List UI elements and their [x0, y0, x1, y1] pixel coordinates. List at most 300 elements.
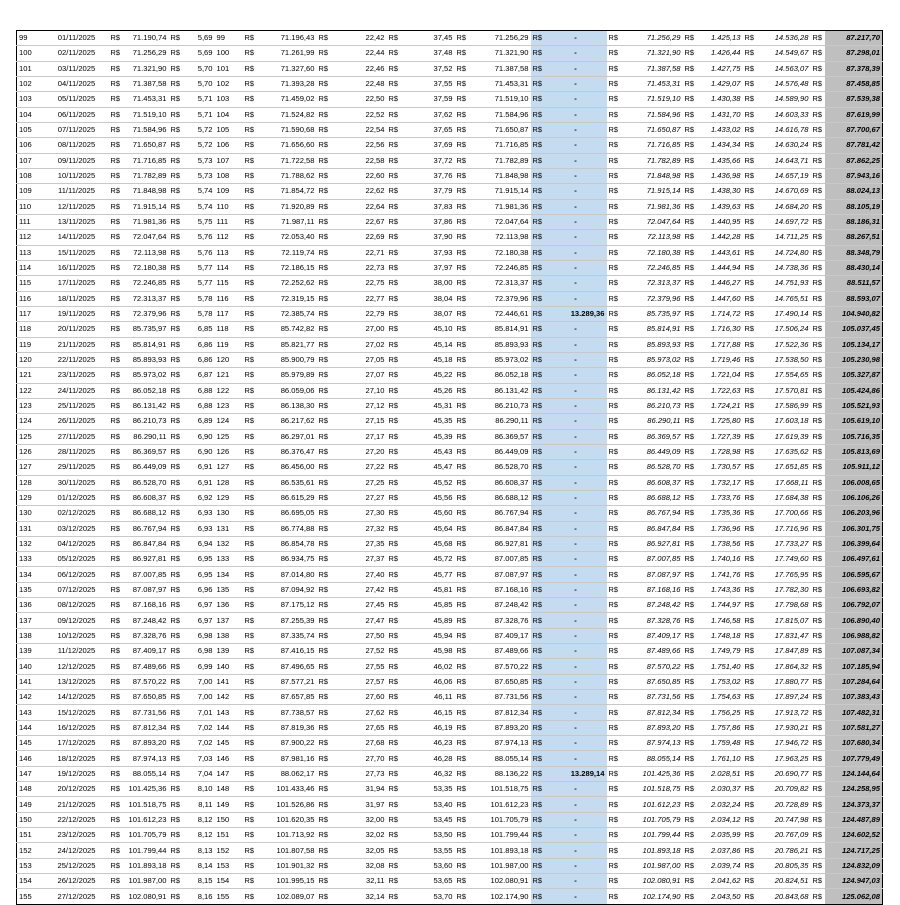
currency-cell: R$ — [169, 475, 183, 490]
gain-cell: 45,60 — [401, 506, 455, 521]
currency-cell: R$ — [169, 398, 183, 413]
currency-cell: R$ — [243, 61, 257, 76]
currency-cell: R$ — [607, 475, 621, 490]
accumulated-cell: 17.930,21 — [757, 720, 811, 735]
gain-cell: 53,55 — [401, 843, 455, 858]
currency-cell: R$ — [109, 398, 123, 413]
currency-cell: R$ — [607, 889, 621, 904]
gain-cell: 53,35 — [401, 782, 455, 797]
currency-cell: R$ — [455, 260, 469, 275]
gain-cell: 45,68 — [401, 536, 455, 551]
opening-balance-cell: 87.248,42 — [123, 613, 169, 628]
accumulated-cell: 17.733,27 — [757, 536, 811, 551]
date-cell: 03/11/2025 — [45, 61, 109, 76]
opening-balance-cell: 71.716,85 — [123, 153, 169, 168]
currency-cell: R$ — [243, 843, 257, 858]
date-cell: 08/11/2025 — [45, 138, 109, 153]
currency-cell: R$ — [531, 536, 545, 551]
daily-yield-cell: 7,02 — [183, 720, 215, 735]
total-cell: 87.943,16 — [825, 168, 883, 183]
row-number-repeat-cell: 117 — [215, 306, 243, 321]
fee-cell: 27,05 — [331, 352, 387, 367]
new-balance-cell: 102.174,90 — [621, 889, 683, 904]
balance-with-yield-cell: 85.979,89 — [257, 368, 317, 383]
total-cell: 87.298,01 — [825, 46, 883, 61]
currency-cell: R$ — [531, 214, 545, 229]
table-row — [17, 812, 883, 827]
currency-cell: R$ — [607, 184, 621, 199]
currency-cell: R$ — [387, 843, 401, 858]
gain-cell: 45,26 — [401, 383, 455, 398]
row-number-repeat-cell: 140 — [215, 659, 243, 674]
fee-cell: 27,22 — [331, 460, 387, 475]
currency-cell: R$ — [455, 506, 469, 521]
accumulated-cell: 17.668,11 — [757, 475, 811, 490]
row-number-cell: 126 — [17, 444, 45, 459]
currency-cell: R$ — [109, 322, 123, 337]
row-number-cell: 107 — [17, 153, 45, 168]
row-number-cell: 106 — [17, 138, 45, 153]
row-number-cell: 152 — [17, 843, 45, 858]
currency-cell: R$ — [607, 782, 621, 797]
opening-balance-cell: 87.570,22 — [123, 674, 169, 689]
currency-cell: R$ — [169, 214, 183, 229]
currency-cell: R$ — [607, 383, 621, 398]
currency-cell: R$ — [531, 613, 545, 628]
daily-yield-cell: 7,03 — [183, 751, 215, 766]
currency-cell: R$ — [455, 444, 469, 459]
total-cell: 124.717,25 — [825, 843, 883, 858]
row-number-repeat-cell: 116 — [215, 291, 243, 306]
opening-balance-cell: 87.409,17 — [123, 644, 169, 659]
currency-cell: R$ — [455, 843, 469, 858]
opening-balance-cell: 101.518,75 — [123, 797, 169, 812]
accumulated-cell: 14.657,19 — [757, 168, 811, 183]
currency-cell: R$ — [243, 812, 257, 827]
accumulated-cell: 14.630,24 — [757, 138, 811, 153]
opening-balance-cell: 86.767,94 — [123, 521, 169, 536]
currency-cell: R$ — [531, 306, 545, 321]
new-balance-cell: 71.848,98 — [621, 168, 683, 183]
currency-cell: R$ — [317, 567, 331, 582]
row-number-cell: 131 — [17, 521, 45, 536]
total-cell: 87.378,39 — [825, 61, 883, 76]
currency-cell: R$ — [531, 674, 545, 689]
currency-cell: R$ — [387, 460, 401, 475]
gain-cell: 37,79 — [401, 184, 455, 199]
total-cell: 88.511,57 — [825, 276, 883, 291]
currency-cell: R$ — [531, 828, 545, 843]
currency-cell: R$ — [683, 613, 697, 628]
currency-cell: R$ — [387, 168, 401, 183]
subtotal-cell: 71.782,89 — [469, 153, 531, 168]
row-number-cell: 132 — [17, 536, 45, 551]
accumulated-cell: 20.747,98 — [757, 812, 811, 827]
row-number-repeat-cell: 152 — [215, 843, 243, 858]
currency-cell: R$ — [109, 766, 123, 781]
subtotal-cell: 86.131,42 — [469, 383, 531, 398]
row-number-repeat-cell: 114 — [215, 260, 243, 275]
currency-cell: R$ — [109, 61, 123, 76]
currency-cell: R$ — [317, 276, 331, 291]
currency-cell: R$ — [455, 352, 469, 367]
percent-value-cell: 2.041,62 — [697, 874, 743, 889]
currency-cell: R$ — [607, 444, 621, 459]
daily-yield-cell: 7,04 — [183, 766, 215, 781]
total-cell: 106.792,07 — [825, 598, 883, 613]
currency-cell: R$ — [683, 751, 697, 766]
currency-cell: R$ — [109, 168, 123, 183]
gain-cell: 45,89 — [401, 613, 455, 628]
percent-value-cell: 1.717,88 — [697, 337, 743, 352]
row-number-repeat-cell: 147 — [215, 766, 243, 781]
subtotal-cell: 72.446,61 — [469, 306, 531, 321]
new-balance-cell: 86.290,11 — [621, 414, 683, 429]
new-balance-cell: 87.893,20 — [621, 720, 683, 735]
accumulated-cell: 17.782,30 — [757, 582, 811, 597]
currency-cell: R$ — [109, 506, 123, 521]
deposit-cell: - — [545, 582, 607, 597]
table-row — [17, 429, 883, 444]
subtotal-cell: 71.716,85 — [469, 138, 531, 153]
currency-cell: R$ — [317, 536, 331, 551]
currency-cell: R$ — [683, 521, 697, 536]
currency-cell: R$ — [743, 429, 757, 444]
deposit-cell: - — [545, 475, 607, 490]
gain-cell: 37,48 — [401, 46, 455, 61]
currency-cell: R$ — [743, 444, 757, 459]
balance-with-yield-cell: 87.175,12 — [257, 598, 317, 613]
daily-yield-cell: 8,12 — [183, 812, 215, 827]
currency-cell: R$ — [109, 751, 123, 766]
balance-with-yield-cell: 71.987,11 — [257, 214, 317, 229]
opening-balance-cell: 71.321,90 — [123, 61, 169, 76]
currency-cell: R$ — [243, 858, 257, 873]
table-row — [17, 322, 883, 337]
currency-cell: R$ — [109, 383, 123, 398]
accumulated-cell: 17.798,68 — [757, 598, 811, 613]
date-cell: 18/12/2025 — [45, 751, 109, 766]
accumulated-cell: 17.684,38 — [757, 490, 811, 505]
currency-cell: R$ — [317, 690, 331, 705]
currency-cell: R$ — [387, 337, 401, 352]
currency-cell: R$ — [317, 199, 331, 214]
currency-cell: R$ — [607, 352, 621, 367]
accumulated-cell: 14.563,07 — [757, 61, 811, 76]
currency-cell: R$ — [169, 705, 183, 720]
total-cell: 107.185,94 — [825, 659, 883, 674]
percent-value-cell: 1.446,27 — [697, 276, 743, 291]
date-cell: 11/11/2025 — [45, 184, 109, 199]
currency-cell: R$ — [743, 598, 757, 613]
new-balance-cell: 101.425,36 — [621, 766, 683, 781]
accumulated-cell: 17.506,24 — [757, 322, 811, 337]
currency-cell: R$ — [387, 736, 401, 751]
total-cell: 87.619,99 — [825, 107, 883, 122]
currency-cell: R$ — [531, 352, 545, 367]
gain-cell: 53,60 — [401, 858, 455, 873]
percent-value-cell: 1.434,34 — [697, 138, 743, 153]
currency-cell: R$ — [317, 506, 331, 521]
table-row — [17, 536, 883, 551]
fee-cell: 27,15 — [331, 414, 387, 429]
fee-cell: 27,65 — [331, 720, 387, 735]
date-cell: 17/12/2025 — [45, 736, 109, 751]
date-cell: 14/12/2025 — [45, 690, 109, 705]
subtotal-cell: 71.981,36 — [469, 199, 531, 214]
daily-yield-cell: 7,01 — [183, 705, 215, 720]
subtotal-cell: 87.168,16 — [469, 582, 531, 597]
currency-cell: R$ — [169, 674, 183, 689]
currency-cell: R$ — [243, 582, 257, 597]
currency-cell: R$ — [531, 291, 545, 306]
fee-cell: 22,56 — [331, 138, 387, 153]
balance-with-yield-cell: 86.138,30 — [257, 398, 317, 413]
gain-cell: 45,14 — [401, 337, 455, 352]
currency-cell: R$ — [607, 214, 621, 229]
currency-cell: R$ — [811, 245, 825, 260]
fee-cell: 22,46 — [331, 61, 387, 76]
deposit-cell: - — [545, 76, 607, 91]
gain-cell: 53,45 — [401, 812, 455, 827]
currency-cell: R$ — [811, 889, 825, 904]
accumulated-cell: 17.716,96 — [757, 521, 811, 536]
gain-cell: 37,83 — [401, 199, 455, 214]
currency-cell: R$ — [455, 383, 469, 398]
currency-cell: R$ — [455, 107, 469, 122]
currency-cell: R$ — [317, 736, 331, 751]
fee-cell: 22,42 — [331, 31, 387, 46]
daily-yield-cell: 6,97 — [183, 598, 215, 613]
percent-value-cell: 2.035,99 — [697, 828, 743, 843]
currency-cell: R$ — [387, 322, 401, 337]
balance-with-yield-cell: 72.053,40 — [257, 230, 317, 245]
balance-with-yield-cell: 101.995,15 — [257, 874, 317, 889]
currency-cell: R$ — [683, 168, 697, 183]
deposit-cell: - — [545, 736, 607, 751]
currency-cell: R$ — [169, 352, 183, 367]
subtotal-cell: 87.328,76 — [469, 613, 531, 628]
table-row — [17, 598, 883, 613]
balance-with-yield-cell: 72.252,62 — [257, 276, 317, 291]
gain-cell: 53,65 — [401, 874, 455, 889]
table-row — [17, 521, 883, 536]
currency-cell: R$ — [531, 76, 545, 91]
currency-cell: R$ — [169, 291, 183, 306]
currency-cell: R$ — [317, 260, 331, 275]
currency-cell: R$ — [607, 291, 621, 306]
new-balance-cell: 101.518,75 — [621, 782, 683, 797]
total-cell: 104.940,82 — [825, 306, 883, 321]
currency-cell: R$ — [455, 153, 469, 168]
new-balance-cell: 71.584,96 — [621, 107, 683, 122]
row-number-repeat-cell: 113 — [215, 245, 243, 260]
date-cell: 02/11/2025 — [45, 46, 109, 61]
fee-cell: 22,69 — [331, 230, 387, 245]
currency-cell: R$ — [531, 705, 545, 720]
deposit-cell: - — [545, 383, 607, 398]
daily-yield-cell: 6,95 — [183, 552, 215, 567]
deposit-cell: - — [545, 368, 607, 383]
opening-balance-cell: 86.847,84 — [123, 536, 169, 551]
currency-cell: R$ — [455, 889, 469, 904]
date-cell: 18/11/2025 — [45, 291, 109, 306]
balance-with-yield-cell: 87.496,65 — [257, 659, 317, 674]
balance-with-yield-cell: 71.656,60 — [257, 138, 317, 153]
opening-balance-cell: 87.731,56 — [123, 705, 169, 720]
new-balance-cell: 101.705,79 — [621, 812, 683, 827]
accumulated-cell: 17.522,36 — [757, 337, 811, 352]
row-number-cell: 151 — [17, 828, 45, 843]
currency-cell: R$ — [743, 858, 757, 873]
currency-cell: R$ — [169, 46, 183, 61]
gain-cell: 37,72 — [401, 153, 455, 168]
row-number-repeat-cell: 131 — [215, 521, 243, 536]
date-cell: 04/11/2025 — [45, 76, 109, 91]
currency-cell: R$ — [387, 61, 401, 76]
opening-balance-cell: 87.650,85 — [123, 690, 169, 705]
fee-cell: 27,60 — [331, 690, 387, 705]
gain-cell: 37,97 — [401, 260, 455, 275]
row-number-repeat-cell: 153 — [215, 858, 243, 873]
new-balance-cell: 87.974,13 — [621, 736, 683, 751]
subtotal-cell: 86.688,12 — [469, 490, 531, 505]
total-cell: 105.134,17 — [825, 337, 883, 352]
new-balance-cell: 71.650,87 — [621, 122, 683, 137]
subtotal-cell: 88.055,14 — [469, 751, 531, 766]
row-number-repeat-cell: 115 — [215, 276, 243, 291]
total-cell: 106.301,75 — [825, 521, 883, 536]
currency-cell: R$ — [109, 674, 123, 689]
deposit-cell: - — [545, 337, 607, 352]
daily-yield-cell: 8,13 — [183, 843, 215, 858]
currency-cell: R$ — [243, 306, 257, 321]
currency-cell: R$ — [531, 168, 545, 183]
currency-cell: R$ — [317, 291, 331, 306]
currency-cell: R$ — [169, 567, 183, 582]
table-row — [17, 153, 883, 168]
accumulated-cell: 14.536,28 — [757, 31, 811, 46]
currency-cell: R$ — [317, 61, 331, 76]
currency-cell: R$ — [531, 889, 545, 904]
currency-cell: R$ — [387, 199, 401, 214]
deposit-cell: - — [545, 168, 607, 183]
total-cell: 105.037,45 — [825, 322, 883, 337]
total-cell: 87.217,70 — [825, 31, 883, 46]
total-cell: 87.700,67 — [825, 122, 883, 137]
currency-cell: R$ — [455, 521, 469, 536]
currency-cell: R$ — [743, 582, 757, 597]
currency-cell: R$ — [169, 107, 183, 122]
total-cell: 106.497,61 — [825, 552, 883, 567]
currency-cell: R$ — [607, 245, 621, 260]
date-cell: 01/12/2025 — [45, 490, 109, 505]
currency-cell: R$ — [455, 536, 469, 551]
deposit-cell: - — [545, 61, 607, 76]
currency-cell: R$ — [743, 490, 757, 505]
total-cell: 124.832,09 — [825, 858, 883, 873]
deposit-cell: - — [545, 644, 607, 659]
currency-cell: R$ — [169, 736, 183, 751]
daily-yield-cell: 7,00 — [183, 690, 215, 705]
daily-yield-cell: 6,94 — [183, 536, 215, 551]
currency-cell: R$ — [811, 490, 825, 505]
fee-cell: 27,10 — [331, 383, 387, 398]
currency-cell: R$ — [811, 46, 825, 61]
opening-balance-cell: 101.987,00 — [123, 874, 169, 889]
accumulated-cell: 17.651,85 — [757, 460, 811, 475]
currency-cell: R$ — [811, 122, 825, 137]
subtotal-cell: 71.584,96 — [469, 107, 531, 122]
balance-with-yield-cell: 86.376,47 — [257, 444, 317, 459]
accumulated-cell: 17.913,72 — [757, 705, 811, 720]
currency-cell: R$ — [317, 552, 331, 567]
total-cell: 87.458,85 — [825, 76, 883, 91]
currency-cell: R$ — [317, 490, 331, 505]
fee-cell: 27,30 — [331, 506, 387, 521]
currency-cell: R$ — [683, 76, 697, 91]
currency-cell: R$ — [531, 690, 545, 705]
currency-cell: R$ — [243, 705, 257, 720]
percent-value-cell: 2.030,37 — [697, 782, 743, 797]
daily-yield-cell: 8,10 — [183, 782, 215, 797]
deposit-cell: - — [545, 720, 607, 735]
row-number-cell: 101 — [17, 61, 45, 76]
currency-cell: R$ — [243, 31, 257, 46]
currency-cell: R$ — [243, 291, 257, 306]
table-row — [17, 828, 883, 843]
currency-cell: R$ — [531, 582, 545, 597]
percent-value-cell: 1.721,04 — [697, 368, 743, 383]
gain-cell: 53,50 — [401, 828, 455, 843]
accumulated-cell: 17.897,24 — [757, 690, 811, 705]
percent-value-cell: 1.433,02 — [697, 122, 743, 137]
date-cell: 13/12/2025 — [45, 674, 109, 689]
currency-cell: R$ — [243, 107, 257, 122]
total-cell: 124.373,37 — [825, 797, 883, 812]
date-cell: 15/12/2025 — [45, 705, 109, 720]
gain-cell: 37,59 — [401, 92, 455, 107]
currency-cell: R$ — [455, 168, 469, 183]
balance-with-yield-cell: 86.615,29 — [257, 490, 317, 505]
currency-cell: R$ — [317, 475, 331, 490]
currency-cell: R$ — [169, 230, 183, 245]
new-balance-cell: 102.080,91 — [621, 874, 683, 889]
subtotal-cell: 87.974,13 — [469, 736, 531, 751]
daily-yield-cell: 5,75 — [183, 214, 215, 229]
total-cell: 88.593,07 — [825, 291, 883, 306]
currency-cell: R$ — [743, 291, 757, 306]
new-balance-cell: 101.799,44 — [621, 828, 683, 843]
currency-cell: R$ — [455, 61, 469, 76]
currency-cell: R$ — [455, 322, 469, 337]
balance-with-yield-cell: 87.416,15 — [257, 644, 317, 659]
currency-cell: R$ — [243, 690, 257, 705]
table-row — [17, 276, 883, 291]
daily-yield-cell: 5,77 — [183, 260, 215, 275]
currency-cell: R$ — [607, 644, 621, 659]
daily-yield-cell: 5,73 — [183, 168, 215, 183]
fee-cell: 22,67 — [331, 214, 387, 229]
row-number-repeat-cell: 134 — [215, 567, 243, 582]
currency-cell: R$ — [243, 184, 257, 199]
currency-cell: R$ — [455, 245, 469, 260]
currency-cell: R$ — [743, 107, 757, 122]
new-balance-cell: 101.987,00 — [621, 858, 683, 873]
currency-cell: R$ — [743, 751, 757, 766]
new-balance-cell: 71.519,10 — [621, 92, 683, 107]
subtotal-cell: 72.246,85 — [469, 260, 531, 275]
